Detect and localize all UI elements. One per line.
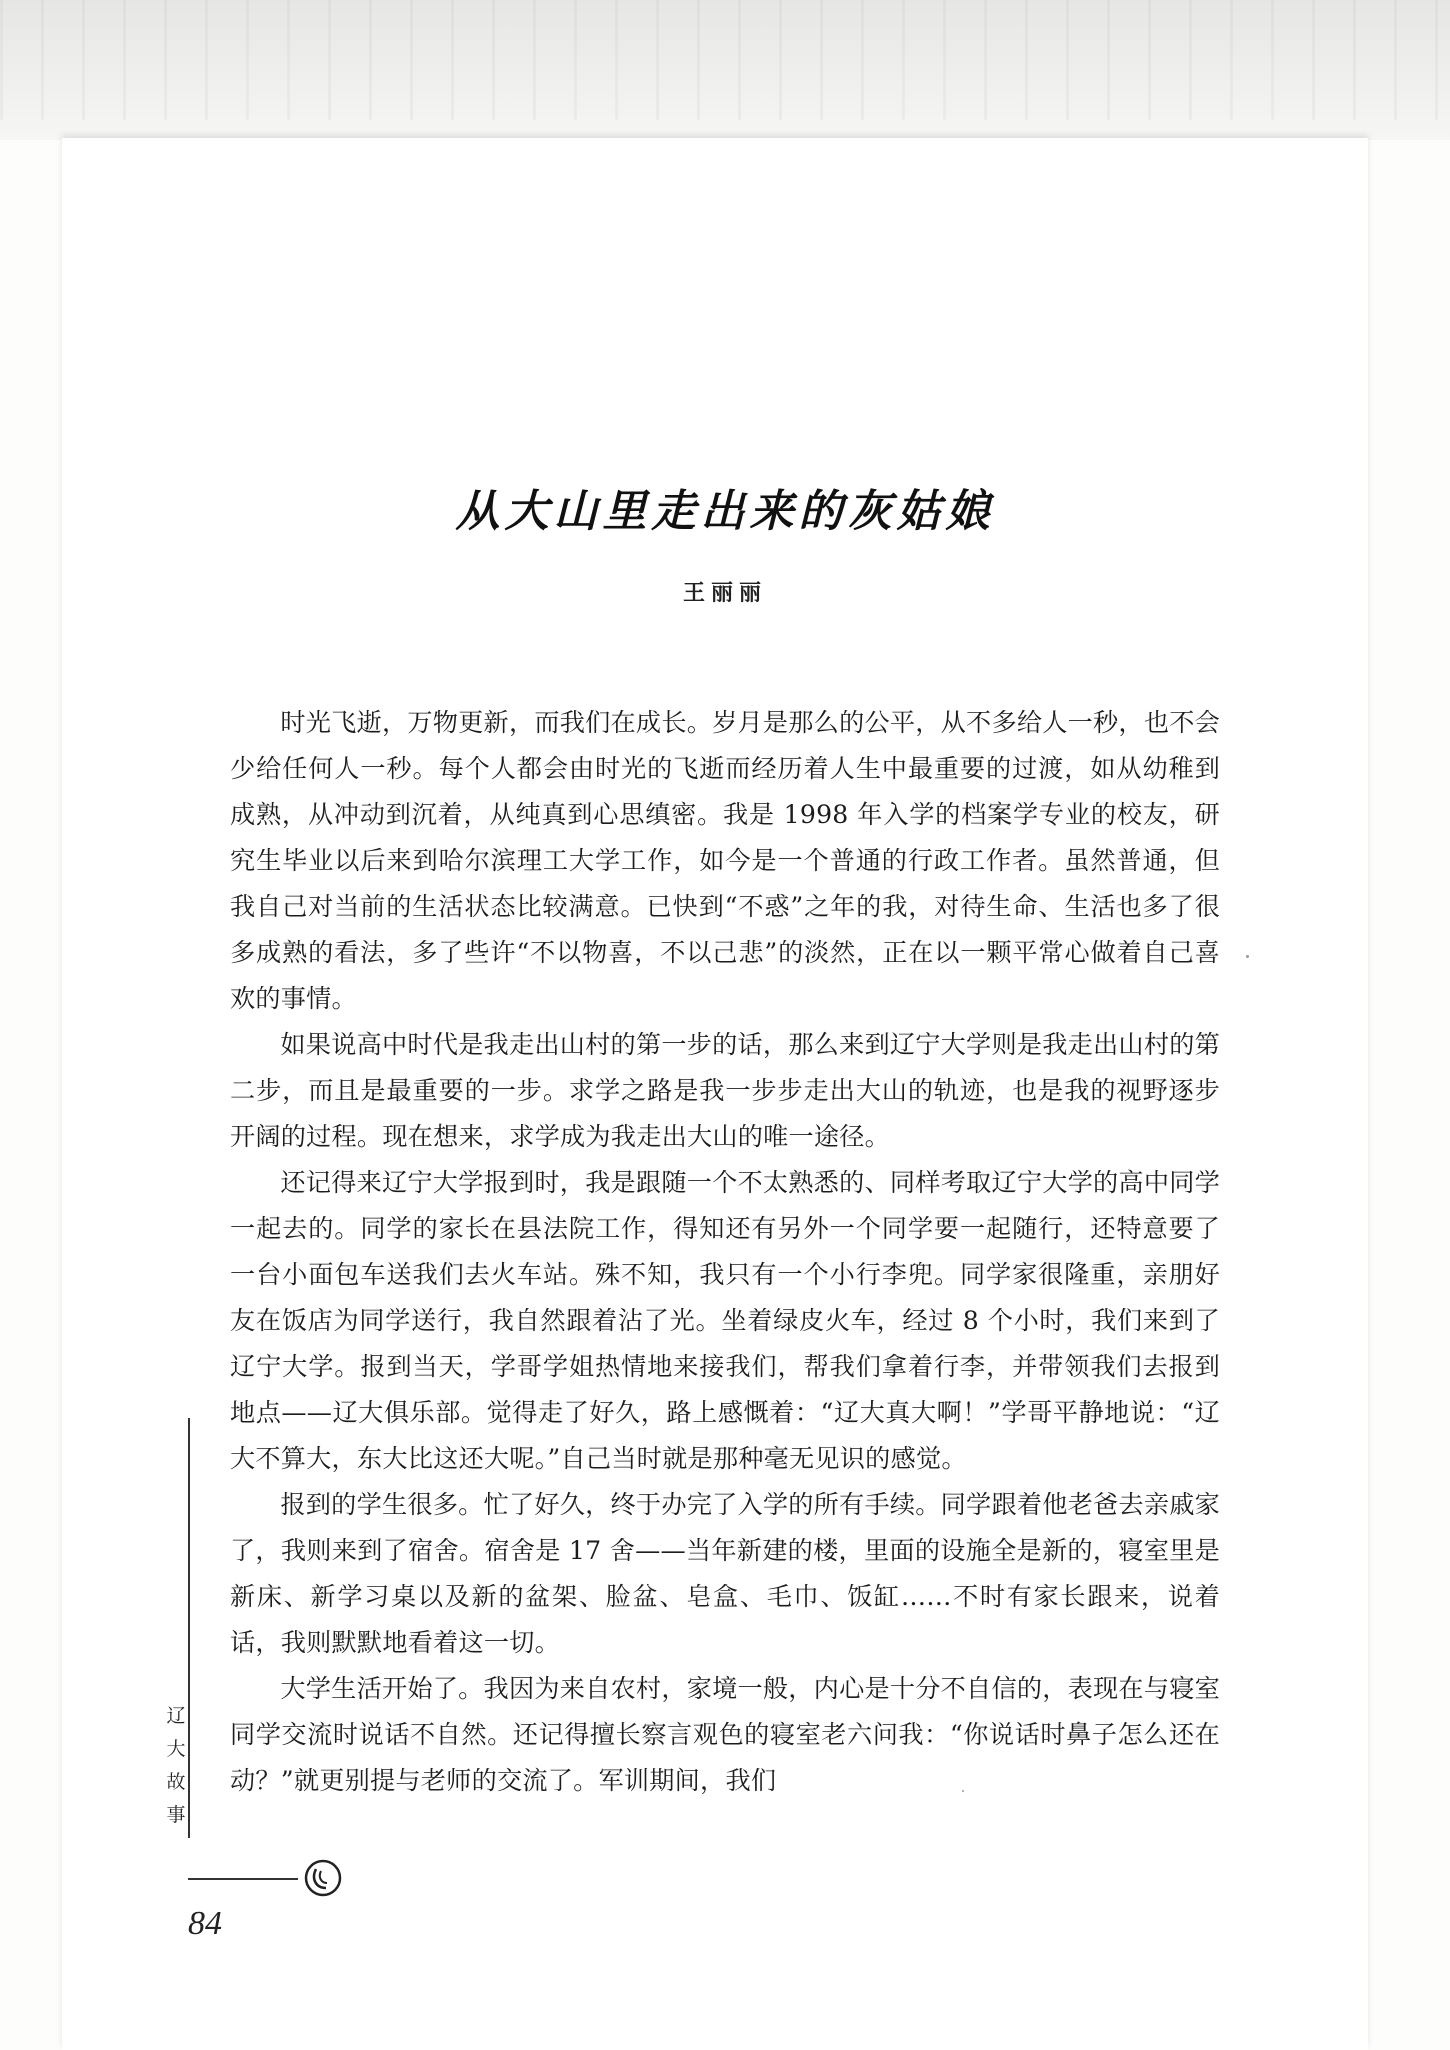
paragraph: 时光飞逝，万物更新，而我们在成长。岁月是那么的公平，从不多给人一秒，也不会少给任何人一秒。每个人都会由时光的飞逝而经历着人生中最重要的过渡，如从幼稚到成熟，从冲动到沉着，从纯真到心思缜密。我是 1998 年入学的档案学专业的校友，研究生毕业以后来到哈尔滨理工大学工作，如今是一个普通的行政工作者。虽然普通，但我自己对当前的生活状态比较满意。已快到“不惑”之年的我，对待生命、生活也多了很多成熟的看法，多了些许“不以物喜，不以己悲”的淡然，正在以一颗平常心做着自己喜欢的事情。: [230, 708, 1220, 1013]
scan-streaks: [0, 0, 1450, 120]
article-title: 从大山里走出来的灰姑娘: [455, 486, 995, 538]
paragraph: 大学生活开始了。我因为来自农村，家境一般，内心是十分不自信的，表现在与寝室同学交流时说话不自然。还记得擅长察言观色的寝室老六问我：“你说话时鼻子怎么还在动？”就更别提与老师的交流了。军训期间，我们: [230, 1674, 1220, 1795]
ornament-icon: [302, 1857, 344, 1899]
article-body: [230, 700, 1220, 1804]
series-label: [162, 1700, 190, 1832]
paragraph: 报到的学生很多。忙了好久，终于办完了入学的所有手续。同学跟着他老爸去亲戚家了，我则来到了宿舍。宿舍是 17 舍——当年新建的楼，里面的设施全是新的，寝室里是新床、新学习桌以及新的盆架、脸盆、皂盒、毛巾、饭缸……不时有家长跟来，说着话，我则默默地看着这一切。: [230, 1490, 1220, 1657]
margin-rule-horizontal: [188, 1878, 298, 1880]
series-label-char: 故: [166, 1771, 186, 1793]
page-number: 84: [188, 1905, 222, 1942]
paragraph: 如果说高中时代是我走出山村的第一步的话，那么来到辽宁大学则是我走出山村的第二步，而且是最重要的一步。求学之路是我一步步走出大山的轨迹，也是我的视野逐步开阔的过程。现在想来，求学成为我走出大山的唯一途径。: [230, 1030, 1220, 1151]
scan-speck: [1246, 955, 1249, 958]
paragraph: 还记得来辽宁大学报到时，我是跟随一个不太熟悉的、同样考取辽宁大学的高中同学一起去的。同学的家长在县法院工作，得知还有另外一个同学要一起随行，还特意要了一台小面包车送我们去火车站。殊不知，我只有一个小行李兜。同学家很隆重，亲朋好友在饭店为同学送行，我自然跟着沾了光。坐着绿皮火车，经过 8 个小时，我们来到了辽宁大学。报到当天，学哥学姐热情地来接我们，帮我们拿着行李，并带领我们去报到地点——辽大俱乐部。觉得走了好久，路上感慨着：“辽大真大啊！”学哥平静地说：“辽大不算大，东大比这还大呢。”自己当时就是那种毫无见识的感觉。: [230, 1168, 1220, 1473]
series-label-char: 辽: [166, 1705, 186, 1727]
series-label-char: 大: [166, 1738, 186, 1760]
series-label-char: 事: [166, 1804, 186, 1826]
article-author: 王丽丽: [682, 581, 767, 606]
